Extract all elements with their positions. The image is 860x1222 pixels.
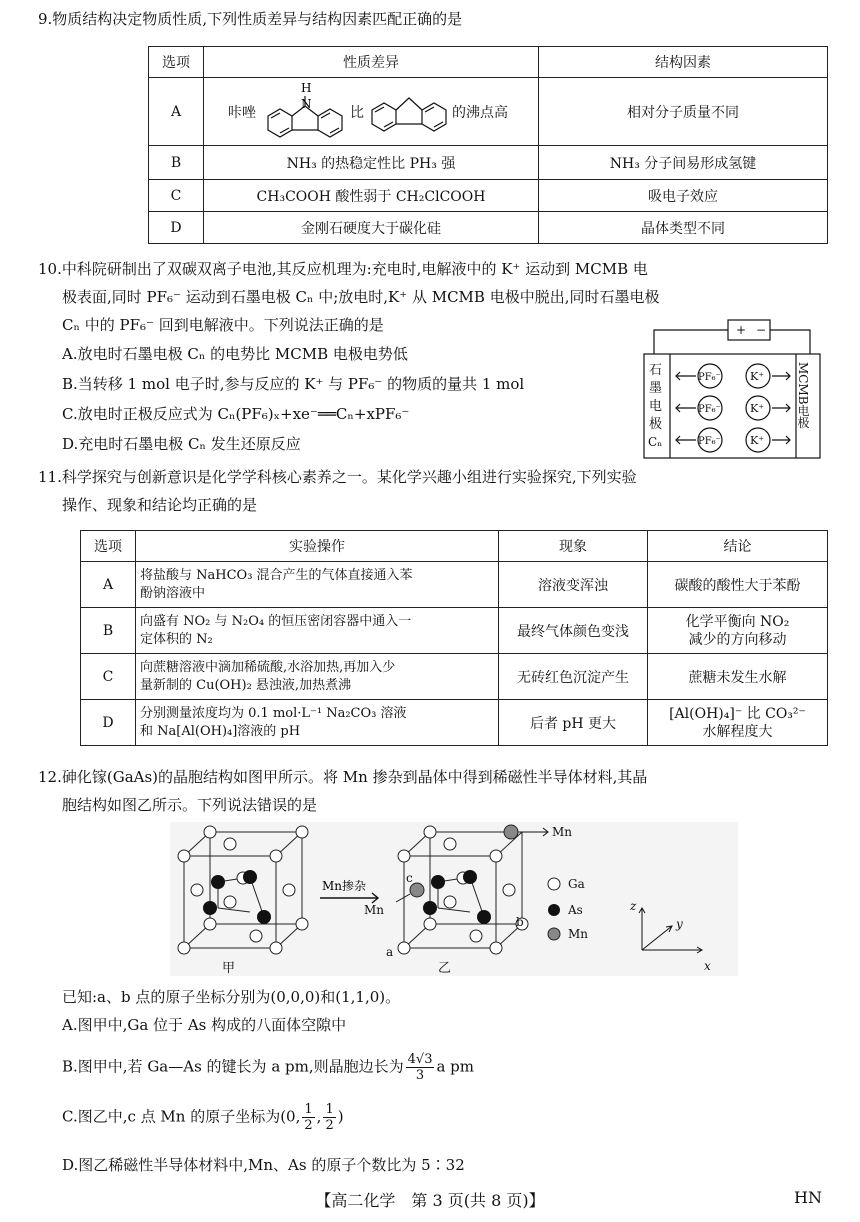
- q11-table: [80, 530, 828, 746]
- q11-row-a-option: A: [81, 562, 136, 608]
- q9-carbazole-label: 咔唑: [228, 105, 256, 121]
- q11-row-d-option: D: [81, 700, 136, 746]
- q9-stem: 9.物质结构决定物质性质,下列性质差异与结构因素匹配正确的是: [38, 10, 463, 28]
- q9-row-d-property: 金刚石硬度大于碳化硅: [204, 212, 539, 244]
- q11-row-b-con-line1: 化学平衡向 NO₂: [685, 613, 790, 630]
- q11-header-operation: 实验操作: [136, 531, 499, 562]
- q12-option-c-f1-den: 2: [304, 1118, 313, 1133]
- q12-line2: 胞结构如图乙所示。下列说法错误的是: [62, 796, 318, 814]
- q9-compare-word: 比: [350, 105, 364, 121]
- carbazole-structure-image: [260, 80, 350, 144]
- q9-row-c-option: C: [149, 180, 204, 212]
- axis-y-label: y: [676, 917, 683, 931]
- atom-legend: [548, 877, 588, 941]
- q11-row-d-conclusion: [648, 700, 828, 746]
- q11-row-d-op-line1: 分别测量浓度均为 0.1 mol·L⁻¹ Na₂CO₃ 溶液: [140, 705, 407, 721]
- coordinate-axes: [639, 908, 702, 953]
- q11-row-c-phenomenon: 无砖红色沉淀产生: [499, 654, 648, 700]
- q12-option-c-f2-den: 2: [325, 1118, 334, 1133]
- battery-plus-sign: +: [736, 323, 747, 337]
- q11-row-a-conclusion: 碳酸的酸性大于苯酚: [648, 562, 828, 608]
- q12-option-c-comma: ,: [316, 1107, 322, 1126]
- q11-row-c-op-line1: 向蔗糖溶液中滴加稀硫酸,水浴加热,再加入少: [140, 659, 396, 675]
- q11-row-b-operation: [136, 608, 499, 654]
- q11-row-d-con-line1: [Al(OH)₄]⁻ 比 CO₃²⁻: [669, 705, 806, 722]
- carbazole-n-label: N: [301, 97, 312, 111]
- q11-row-d-phenomenon: 后者 pH 更大: [499, 700, 648, 746]
- q12-option-c: [62, 1102, 344, 1133]
- k-ion-1: K⁺: [750, 370, 765, 383]
- q11-row-d-operation: [136, 700, 499, 746]
- q12-option-b-fraction: [406, 1052, 435, 1083]
- point-a-label: a: [386, 945, 394, 959]
- k-ion-2: K⁺: [750, 402, 765, 415]
- q11-row-d-op-line2: 和 Na[Al(OH)₄]溶液的 pH: [140, 723, 301, 739]
- carbazole-h-label: H: [301, 81, 312, 95]
- axis-z-label: z: [630, 899, 637, 913]
- q9-row-c-factor: 吸电子效应: [539, 180, 828, 212]
- q11-row-c-option: C: [81, 654, 136, 700]
- q9-row-c-property: CH₃COOH 酸性弱于 CH₂ClCOOH: [204, 180, 539, 212]
- q9-row-a-option: A: [149, 78, 204, 146]
- graphite-electrode-label-4: 极: [649, 417, 663, 432]
- mn-left-label: Mn: [364, 903, 385, 917]
- crystal-structure-figure: [170, 822, 738, 976]
- q9-row-b-option: B: [149, 146, 204, 180]
- q11-row-c-op-line2: 量新制的 Cu(OH)₂ 悬浊液,加热煮沸: [140, 677, 352, 693]
- q12-option-c-f2-num: 1: [325, 1102, 334, 1117]
- q11-header-conclusion: 结论: [648, 531, 828, 562]
- q11-row-b-op-line2: 定体积的 N₂: [140, 631, 213, 647]
- q11-row-a-op-line1: 将盐酸与 NaHCO₃ 混合产生的气体直接通入苯: [140, 567, 413, 583]
- q11-row-b-con-line2: 减少的方向移动: [688, 631, 787, 648]
- fluorene-structure-image: [364, 80, 454, 144]
- q9-row-a-factor: 相对分子质量不同: [539, 78, 828, 146]
- battery-diagram: [640, 314, 830, 462]
- graphite-electrode-label-3: 电: [649, 399, 663, 414]
- q12-option-b-unit: a pm: [436, 1057, 475, 1076]
- q11-header-option: 选项: [81, 531, 136, 562]
- q9-boiling-point-text: 的沸点高: [452, 105, 508, 121]
- q10-line1: 10.中科院研制出了双碳双离子电池,其反应机理为:充电时,电解液中的 K⁺ 运动到 MCMB 电: [38, 260, 648, 278]
- q12-option-b-text: B.图甲中,若 Ga—As 的键长为 a pm,则晶胞边长为: [62, 1057, 404, 1076]
- q12-option-b: [62, 1052, 474, 1083]
- q12-known-coordinates: 已知:a、b 点的原子坐标分别为(0,0,0)和(1,1,0)。: [62, 988, 401, 1006]
- legend-as: As: [568, 903, 583, 917]
- q11-line1: 11.科学探究与创新意识是化学学科核心素养之一。某化学兴趣小组进行实验探究,下列实验: [38, 468, 637, 486]
- cell-left-caption: 甲: [222, 961, 236, 976]
- mcmb-electrode-label: MCMB电极: [796, 362, 810, 429]
- footer-code: HN: [794, 1188, 822, 1207]
- q10-line3: Cₙ 中的 PF₆⁻ 回到电解液中。下列说法正确的是: [62, 316, 384, 334]
- q9-row-a-property: [204, 78, 539, 146]
- q12-option-c-text: C.图乙中,c 点 Mn 的原子坐标为(0,: [62, 1107, 301, 1126]
- point-c-label: c: [406, 871, 413, 885]
- q9-row-b-factor: NH₃ 分子间易形成氢键: [539, 146, 828, 180]
- pf6-ion-2: PF₆⁻: [698, 404, 721, 415]
- q10-option-a: A.放电时石墨电极 Cₙ 的电势比 MCMB 电极电势低: [62, 345, 408, 363]
- q11-row-a-operation: [136, 562, 499, 608]
- q9-row-d-factor: 晶体类型不同: [539, 212, 828, 244]
- q9-header-factor: 结构因素: [539, 47, 828, 78]
- q12-option-b-denominator: 3: [415, 1068, 425, 1083]
- q12-option-a: A.图甲中,Ga 位于 As 构成的八面体空隙中: [62, 1016, 347, 1034]
- q12-line1: 12.砷化镓(GaAs)的晶胞结构如图甲所示。将 Mn 掺杂到晶体中得到稀磁性半导体材料,其晶: [38, 768, 648, 786]
- q12-option-c-fraction-1: [302, 1102, 314, 1133]
- q11-row-c-operation: [136, 654, 499, 700]
- q10-option-b: B.当转移 1 mol 电子时,参与反应的 K⁺ 与 PF₆⁻ 的物质的量共 1 mol: [62, 375, 525, 393]
- q11-row-a-op-line2: 酚钠溶液中: [140, 585, 206, 601]
- q9-table: [148, 46, 828, 244]
- graphite-electrode-label-5: Cₙ: [648, 435, 663, 449]
- q11-line2: 操作、现象和结论均正确的是: [62, 496, 258, 514]
- q12-option-b-numerator: 4√3: [407, 1052, 433, 1067]
- q12-option-d: D.图乙稀磁性半导体材料中,Mn、As 的原子个数比为 5∶32: [62, 1156, 465, 1174]
- q11-row-b-phenomenon: 最终气体颜色变浅: [499, 608, 648, 654]
- mn-top-label: Mn: [552, 825, 573, 839]
- q9-row-d-option: D: [149, 212, 204, 244]
- legend-ga: Ga: [568, 877, 585, 891]
- q10-line2: 极表面,同时 PF₆⁻ 运动到石墨电极 Cₙ 中;放电时,K⁺ 从 MCMB 电极中脱出,同时石墨电极: [62, 288, 660, 306]
- q11-row-a-phenomenon: 溶液变浑浊: [499, 562, 648, 608]
- cell-right-caption: 乙: [438, 961, 452, 976]
- q10-option-d: D.充电时石墨电极 Cₙ 发生还原反应: [62, 435, 301, 453]
- pf6-ion-3: PF₆⁻: [698, 436, 721, 447]
- pf6-ion-1: PF₆⁻: [698, 372, 721, 383]
- doping-arrow-label: Mn掺杂: [322, 879, 367, 893]
- q9-row-b-property: NH₃ 的热稳定性比 PH₃ 强: [204, 146, 539, 180]
- q9-header-option: 选项: [149, 47, 204, 78]
- q11-header-phenomenon: 现象: [499, 531, 648, 562]
- battery-minus-sign: −: [756, 323, 767, 337]
- q12-option-c-close: ): [337, 1107, 344, 1126]
- q12-option-c-fraction-2: [323, 1102, 335, 1133]
- q11-row-b-option: B: [81, 608, 136, 654]
- q11-row-c-conclusion: 蔗糖未发生水解: [648, 654, 828, 700]
- graphite-electrode-label-2: 墨: [649, 381, 663, 396]
- q9-header-property: 性质差异: [204, 47, 539, 78]
- graphite-electrode-label-1: 石: [649, 363, 663, 378]
- k-ion-3: K⁺: [750, 434, 765, 447]
- page-footer: 【高二化学 第 3 页(共 8 页)】: [315, 1191, 545, 1210]
- q10-option-c: C.放电时正极反应式为 Cₙ(PF₆)ₓ+xe⁻══Cₙ+xPF₆⁻: [62, 405, 410, 423]
- q12-option-c-f1-num: 1: [304, 1102, 313, 1117]
- q11-row-b-op-line1: 向盛有 NO₂ 与 N₂O₄ 的恒压密闭容器中通入一: [140, 613, 412, 629]
- point-b-label: b: [516, 915, 524, 929]
- axis-x-label: x: [704, 959, 711, 973]
- q11-row-d-con-line2: 水解程度大: [702, 723, 773, 740]
- q11-row-b-conclusion: [648, 608, 828, 654]
- legend-mn: Mn: [568, 927, 589, 941]
